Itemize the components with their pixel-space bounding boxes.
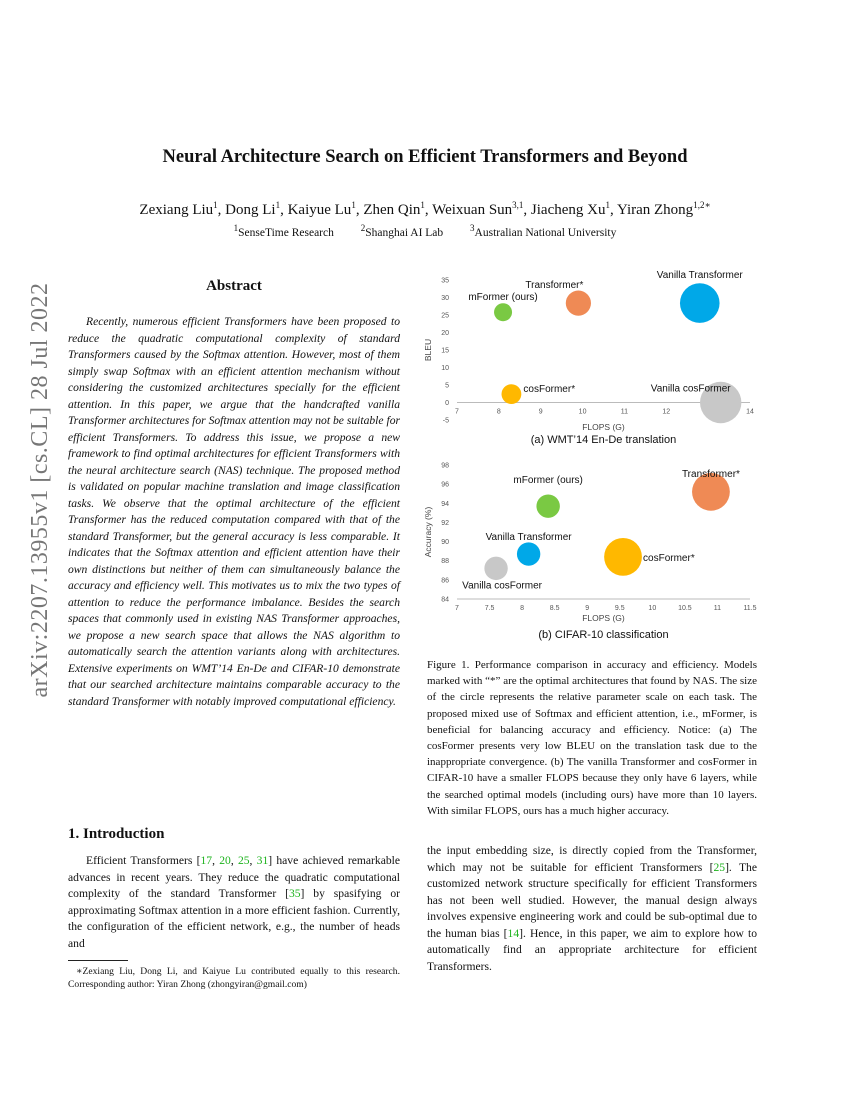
y-tick-label: 90 [441, 539, 449, 547]
chart-cifar [420, 455, 770, 650]
x-tick-label: 10 [578, 408, 587, 416]
x-tick-label: 7 [455, 605, 459, 612]
data-label: Vanilla cosFormer [650, 383, 731, 395]
y-tick-label: 20 [441, 330, 449, 337]
data-point [680, 283, 720, 323]
citation-link[interactable]: 17 [200, 854, 213, 867]
paper-title: Neural Architecture Search on Efficient Transformers and Beyond [162, 147, 688, 167]
introduction-continued: the input embedding size, is directly copied from the Transformer, which may not be suitable for efficient Transformers [25]. The customized network structure specifically for efficient Transformers has not been well studied. However, the manual design always involves expensive engineering work and could be sub-optimal due to the human bias [14]. Hence, in this paper, we aim to explore how to automatically find an appropriate architecture for efficient Transformers. [427, 844, 757, 973]
citation-link[interactable]: 25 [237, 854, 250, 867]
data-point [517, 542, 540, 565]
data-label: Vanilla Transformer [485, 532, 572, 544]
author: Dong Li [225, 202, 276, 218]
y-tick-label: -5 [442, 417, 449, 425]
x-tick-label: 9 [585, 605, 590, 612]
arxiv-identifier: arXiv:2207.13955v1 [cs.CL] 28 Jul 2022 [27, 282, 53, 698]
x-tick-label: 9.5 [614, 605, 625, 612]
citation-link[interactable]: 35 [288, 887, 301, 900]
y-tick-label: 10 [441, 365, 449, 372]
x-tick-label: 12 [662, 408, 671, 416]
y-tick-label: 86 [441, 577, 449, 585]
footnote: ∗Zexiang Liu, Dong Li, and Kaiyue Lu contributed equally to this research. Corresponding author: Yiran Zhong (zhongyiran@gmail.com) [68, 966, 400, 990]
y-tick-label: 88 [441, 558, 449, 566]
data-label: mFormer (ours) [513, 475, 583, 487]
x-tick-label: 7.5 [484, 605, 495, 612]
x-tick-label: 7 [455, 408, 459, 416]
abstract-text: Recently, numerous efficient Transformers have been proposed to reduce the quadratic computational complexity of standard Transformers caused by the Softmax attention. However, most of them simply swap Softmax with an efficient attention mechanism without considering the customized architectures specially for the efficient attention. In this paper, we argue that the handcrafted vanilla Transformer architectures for Softmax attention may not be suitable for efficient Transformers. To address this issue, we propose a new framework to find optimal architectures for efficient Transformers with the neural architecture search (NAS) technique. The proposed method is validated on popular machine translation and image classification tasks. We observe that the optimal architecture of the efficient Transformer has the reduced computation compared with that of the standard Transformer, but the general accuracy is less comparable. It indicates that the Softmax attention and efficient attention have their own distinctions but neither of them can simultaneously balance the accuracy and efficiency well. This motivates us to mix the two types of attention to reduce the performance imbalance. Besides the search spaces that commonly used in existing NAS Transformer approaches, we propose a new search space that allows the NAS algorithm to automatically search the attention variants along with architectures. Extensive experiments on WMT’14 En-De and CIFAR-10 demonstrate that our searched architecture maintains comparable accuracy to the standard Transformer with notably improved computational efficiency. [68, 315, 400, 708]
x-axis-label: FLOPS (G) [582, 422, 625, 432]
x-axis-label: FLOPS (G) [582, 613, 625, 623]
data-label: mFormer (ours) [468, 292, 538, 304]
introduction-text: Efficient Transformers [17, 20, 25, 31] have achieved remarkable advances in recent years. They reduce the quadratic computational complexity of the standard Transformer [35] by spasifying or approximating Softmax attention in a more efficient fashion. Currently, the configuration of the efficient network, e.g., the number of heads and [68, 854, 401, 950]
author: Jiacheng Xu [530, 202, 606, 218]
data-label: cosFormer* [523, 384, 576, 396]
footnote-rule [68, 960, 128, 961]
author: Kaiyue Lu [287, 202, 352, 218]
y-tick-label: 15 [441, 347, 449, 355]
y-tick-label: 30 [441, 295, 449, 302]
affiliation: $^3$Australian National University [470, 223, 617, 239]
y-tick-label: 35 [441, 277, 449, 285]
x-tick-label: 11 [620, 408, 629, 416]
abstract-heading: Abstract [206, 278, 262, 294]
y-tick-label: 5 [445, 382, 449, 390]
author: Zexiang Liu [139, 202, 214, 218]
y-tick-label: 96 [441, 481, 449, 489]
data-label: cosFormer* [643, 552, 695, 564]
author-list: Zexiang Liu$^1$, Dong Li$^1$, Kaiyue Lu$^1$, Zhen Qin$^1$, Weixuan Sun$^{3,1}$, Jiacheng Xu$^1$, Yiran Zhong$^{1,2∗}$ [139, 200, 711, 218]
data-point [566, 291, 591, 316]
y-axis-label: BLEU [423, 338, 433, 362]
x-tick-label: 11 [713, 605, 722, 612]
chart-subtitle: (a) WMT’14 En-De translation [530, 434, 677, 446]
chart-subtitle: (b) CIFAR-10 classification [538, 629, 669, 641]
affiliations [0, 223, 850, 239]
data-point [536, 494, 559, 517]
author: Yiran Zhong [616, 202, 694, 218]
author: Weixuan Sun [432, 202, 513, 218]
x-tick-label: 10 [648, 605, 657, 612]
x-tick-label: 9 [538, 408, 543, 416]
x-tick-label: 8.5 [549, 605, 560, 612]
introduction-heading: 1. Introduction [68, 826, 165, 842]
y-tick-label: 98 [441, 462, 449, 470]
y-tick-label: 94 [441, 500, 449, 508]
y-tick-label: 0 [445, 400, 449, 407]
data-label: Vanilla cosFormer [462, 580, 542, 592]
author: Zhen Qin [363, 202, 421, 218]
citation-link[interactable]: 31 [256, 854, 269, 867]
chart-wmt [420, 270, 770, 455]
affiliation: $^2$Shanghai AI Lab [360, 223, 444, 239]
data-point [502, 384, 522, 404]
x-tick-label: 8 [520, 605, 525, 612]
x-tick-label: 11.5 [743, 605, 757, 612]
y-tick-label: 84 [441, 596, 449, 604]
y-tick-label: 92 [441, 519, 449, 527]
y-axis-label: Accuracy (%) [423, 506, 433, 558]
x-tick-label: 14 [746, 408, 754, 416]
data-label: Transformer* [525, 280, 584, 292]
citation-link[interactable]: 14 [507, 926, 520, 940]
data-point [494, 303, 512, 321]
y-tick-label: 25 [441, 312, 449, 320]
x-tick-label: 8 [496, 408, 501, 416]
citation-link[interactable]: 20 [219, 854, 231, 867]
affiliation: $^1$SenseTime Research [233, 223, 334, 239]
data-point [484, 557, 507, 580]
x-tick-label: 10.5 [678, 605, 692, 612]
data-label: Transformer* [681, 468, 740, 480]
citation-link[interactable]: 25 [713, 860, 726, 874]
figure-caption: Figure 1. Performance comparison in accuracy and efficiency. Models marked with “*” are the optimal architectures that found by NAS. The size of the circle represents the relative parameter scale on each task. The proposed mixed use of Softmax and efficient attention, i.e., mFormer, is beneficial for balancing accuracy and efficiency. Notice: (a) The cosFormer presents very low BLEU on the translation task due to the inappropriate convergence. (b) The vanilla Transformer and cosFormer in CIFAR-10 have a smaller FLOPS because they only have 6 layers, while the searched optimal models (including ours) have more than 10 layers. With similar FLOPS, ours has a much higher accuracy. [427, 659, 757, 817]
data-label: Vanilla Transformer [656, 270, 743, 282]
data-point [604, 538, 642, 576]
